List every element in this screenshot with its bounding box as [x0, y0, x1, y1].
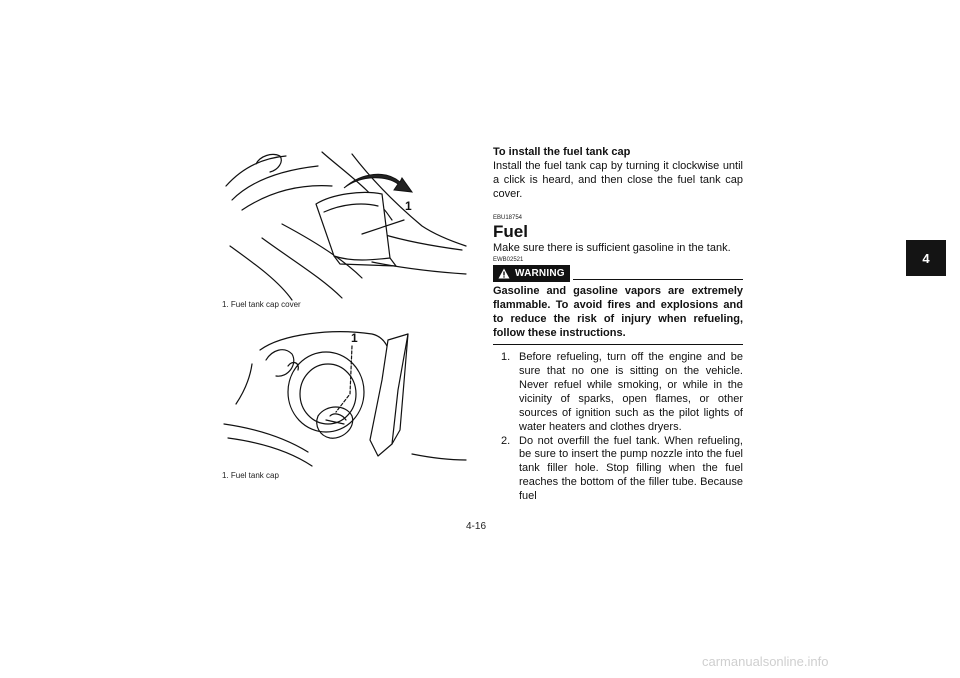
- step-text: Do not overfill the fuel tank. When refueling, be sure to insert the pump nozzle into the fuel tank filler hole. Stop filling when the fuel reaches the bottom of the filler tube. Because fuel: [519, 434, 743, 503]
- section-code: EBU18754: [493, 214, 523, 221]
- figure-fuel-tank-cap: [222, 320, 468, 468]
- step-text: Before refueling, turn off the engine and be sure that no one is sitting on the vehicle. Never refuel while smoking, or while in the vicinity of sparks, open flames, or other sources of ignition such as the pilot lights of water heaters and clothes dryers.: [519, 351, 743, 433]
- chapter-tab: 4: [906, 240, 946, 276]
- figure-fuel-tank-cap-cover: [222, 150, 468, 302]
- install-heading: To install the fuel tank cap: [493, 146, 631, 158]
- list-item: [493, 435, 743, 505]
- callout-number: 1: [351, 331, 358, 345]
- callout-number: 1: [405, 199, 412, 213]
- warning-header: [493, 265, 743, 283]
- text-column: [493, 146, 743, 504]
- watermark: carmanualsonline.info: [702, 654, 829, 669]
- step-number: 1.: [501, 351, 511, 364]
- step-number: 2.: [501, 434, 511, 447]
- page-number: 4-16: [466, 521, 487, 532]
- fuel-tank-cap-illustration: [222, 320, 468, 468]
- warning-code: EWB02521: [493, 256, 524, 263]
- warning-label: WARNING: [515, 267, 565, 279]
- figure-caption: 1. Fuel tank cap cover: [222, 300, 301, 309]
- list-item: [493, 351, 743, 434]
- warning-badge: [493, 265, 570, 283]
- figure-caption: 1. Fuel tank cap: [222, 471, 279, 480]
- warning-body: Gasoline and gasoline vapors are extremely flammable. To avoid fires and explosions and to reduce the risk of injury when refueling, follow these instructions.: [493, 285, 743, 345]
- warning-rule: [573, 266, 743, 280]
- section-title: Fuel: [493, 221, 528, 241]
- warning-triangle-icon: [498, 268, 510, 279]
- fuel-intro: Make sure there is sufficient gasoline in the tank.: [493, 241, 731, 254]
- install-body: Install the fuel tank cap by turning it clockwise until a click is heard, and then close the fuel tank cap cover.: [493, 159, 743, 200]
- fuel-tank-cover-illustration: [222, 150, 468, 302]
- instruction-list: [493, 351, 743, 504]
